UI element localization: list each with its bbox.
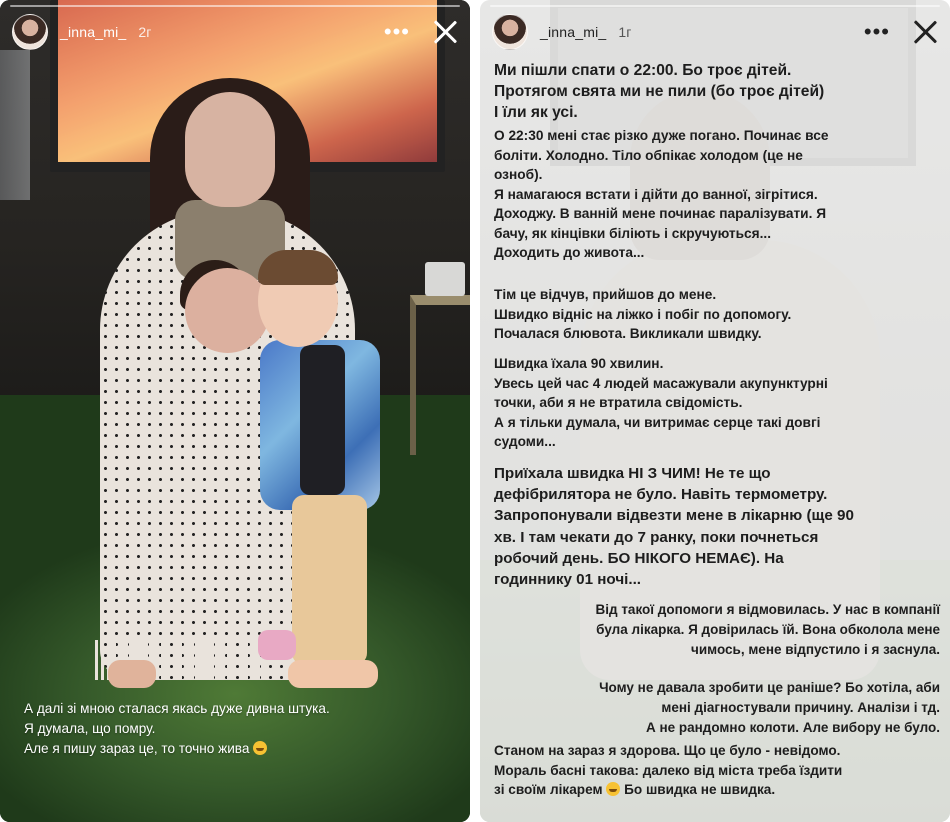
story-header — [12, 14, 458, 50]
story-text-paragraph-6 — [599, 678, 940, 738]
caption-line: Але я пишу зараз це, то точно жива — [24, 739, 464, 759]
text-line: хв. І там чекати до 7 ранку, поки почнеться — [494, 528, 819, 546]
text-line: бачу, як кінцівки біліють і скручуються... — [494, 225, 772, 241]
close-icon[interactable] — [912, 19, 938, 45]
more-dots-icon[interactable]: ••• — [863, 19, 890, 44]
story-text-paragraph-3 — [494, 354, 828, 452]
text-line: була лікарка. Я довірилась їй. Вона обколола мене — [596, 622, 940, 637]
text-line: А я тільки думала, чи витримає серце такі довгі — [494, 414, 821, 430]
text-line: судоми... — [494, 434, 556, 449]
text-line: дефібрилятора не було. Навіть термометру. — [494, 486, 828, 504]
text-line: Доходить до живота... — [494, 245, 645, 260]
avatar[interactable] — [492, 14, 528, 50]
text-line: Чому не давала зробити це раніше? Бо хотіла, аби — [599, 680, 940, 695]
text-line: Почалася блювота. Викликали швидку. — [494, 326, 762, 341]
post-time: 2г — [138, 24, 152, 40]
text-line: Тім це відчув, прийшов до мене. — [494, 287, 717, 302]
text-line: Від такої допомоги я відмовилась. У нас в компанії — [595, 602, 940, 617]
text-line: Доходжу. В ванній мене починає паралізувати. Я — [494, 206, 827, 221]
text-line: робочий день. БО НІКОГО НЕМАЄ). На — [494, 549, 784, 567]
post-time: 1г — [618, 24, 632, 40]
caption-line: А далі зі мною сталася якась дуже дивна штука. — [24, 701, 330, 716]
text-line: Станом на зараз я здорова. Що це було - невідомо. — [494, 743, 841, 758]
text-line: Швидка їхала 90 хвилин. — [494, 356, 664, 371]
text-line: точки, аби я не втратила свідомість. — [494, 395, 743, 410]
story-header — [492, 14, 938, 50]
text-line: Я намагаюся встати і дійти до ванної, зігрітися. — [494, 186, 818, 202]
text-line: Швидко відніс на ліжко і побіг по допомогу. — [494, 306, 792, 322]
text-line: Увесь цей час 4 людей масажували акупунктурні — [494, 375, 828, 391]
story-left[interactable] — [0, 0, 470, 822]
text-line: А не рандомно колоти. Але вибору не було. — [645, 720, 940, 735]
story-caption — [24, 699, 464, 759]
story-text-paragraph-1 — [494, 126, 828, 263]
story-right[interactable] — [480, 0, 950, 822]
text-line: годиннику 01 ночі... — [494, 571, 642, 589]
story-text-paragraph-5 — [596, 600, 941, 660]
story-text-paragraph-7 — [494, 741, 842, 800]
text-line: чимось, мене відпустило і я заснула. — [691, 642, 940, 657]
close-icon[interactable] — [432, 19, 458, 45]
text-line: озноб). — [494, 167, 543, 182]
laughing-emoji-icon — [253, 741, 267, 755]
text-line: І їли як усі. — [494, 104, 578, 121]
more-dots-icon[interactable]: ••• — [383, 19, 410, 44]
text-line: Запропонували відвезти мене в лікарню (ще 90 — [494, 507, 854, 525]
story-text-paragraph-4 — [494, 463, 854, 590]
text-line: Протягом свята ми не пили (бо троє дітей) — [494, 83, 825, 100]
caption-line: Я думала, що помру. — [24, 721, 156, 736]
text-line: зі своїм лікарем Бо швидка не швидка. — [494, 782, 776, 797]
text-line: боліти. Холодно. Тіло обпікає холодом (це не — [494, 147, 803, 163]
username[interactable]: _inna_mi_ — [540, 24, 607, 40]
text-line: О 22:30 мені стає різко дуже погано. Починає все — [494, 128, 829, 143]
story-progress-bar — [490, 5, 940, 7]
text-line: Приїхала швидка НІ З ЧИМ! Не те що — [494, 465, 771, 482]
story-text-intro — [494, 60, 824, 123]
story-text-paragraph-2 — [494, 285, 791, 344]
text-line: Ми пішли спати о 22:00. Бо троє дітей. — [494, 62, 792, 79]
username[interactable]: _inna_mi_ — [60, 24, 127, 40]
text-line: Мораль басні такова: далеко від міста треба їздити — [494, 762, 843, 778]
text-line: мені діагностували причину. Аналізи і тд. — [661, 700, 940, 715]
laughing-emoji-icon — [606, 782, 620, 796]
story-progress-bar — [10, 5, 460, 7]
avatar[interactable] — [12, 14, 48, 50]
